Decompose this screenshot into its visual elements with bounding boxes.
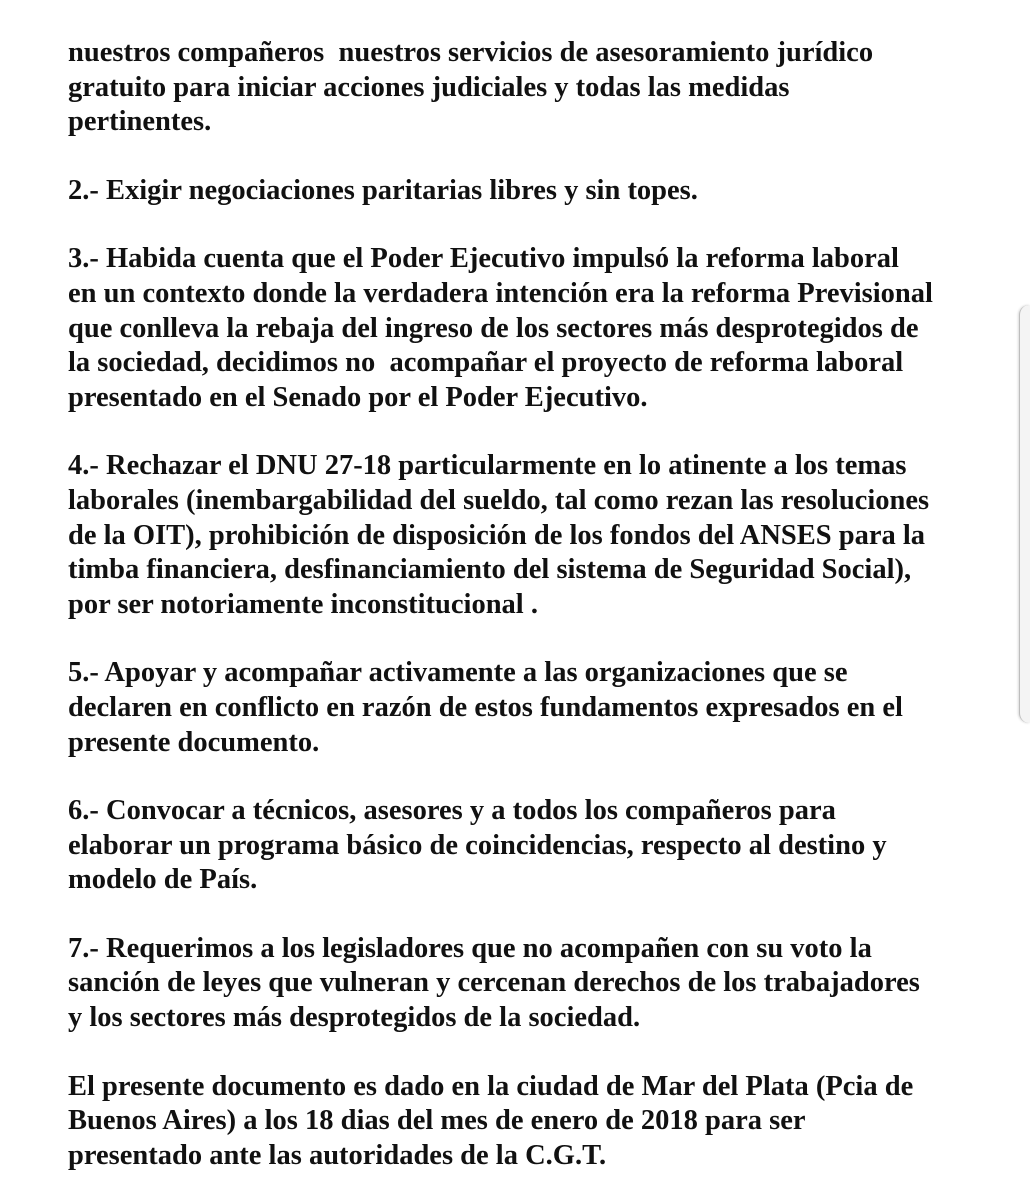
text-line: de la OIT), prohibición de disposición de los fondos del ANSES para la xyxy=(68,519,926,551)
text-line: 4.- Rechazar el DNU 27-18 particularmente en lo atinente a los temas xyxy=(68,450,907,482)
text-line: por ser notoriamente inconstitucional . xyxy=(68,588,538,620)
text-line: timba financiera, desfinanciamiento del sistema de Seguridad Social), xyxy=(68,554,912,586)
paragraph-gap xyxy=(68,415,988,449)
paragraph-gap xyxy=(68,208,988,242)
text-line: elaborar un programa básico de coincidencias, respecto al destino y xyxy=(68,829,887,861)
text-line: gratuito para iniciar acciones judiciales y todas las medidas xyxy=(68,71,790,103)
intro-paragraph xyxy=(68,36,988,140)
text-line: 3.- Habida cuenta que el Poder Ejecutivo impulsó la reforma laboral xyxy=(68,243,899,275)
closing-paragraph xyxy=(68,1070,988,1174)
text-line: 7.- Requerimos a los legisladores que no acompañen con su voto la xyxy=(68,932,872,964)
text-line: laborales (inembargabilidad del sueldo, tal como rezan las resoluciones xyxy=(68,484,930,516)
text-line: presente documento. xyxy=(68,726,320,758)
item-5-paragraph xyxy=(68,656,988,760)
text-line: en un contexto donde la verdadera intención era la reforma Previsional xyxy=(68,277,933,309)
text-line: El presente documento es dado en la ciudad de Mar del Plata (Pcia de xyxy=(68,1070,914,1102)
paragraph-gap xyxy=(68,760,988,794)
item-2-paragraph xyxy=(68,174,988,209)
document-body xyxy=(68,36,988,1173)
item-4-paragraph xyxy=(68,449,988,622)
text-line: Buenos Aires) a los 18 dias del mes de enero de 2018 para ser xyxy=(68,1105,806,1137)
text-line: pertinentes. xyxy=(68,106,212,138)
text-line: presentado ante las autoridades de la C.G.T. xyxy=(68,1139,607,1171)
item-6-paragraph xyxy=(68,794,988,898)
paragraph-gap xyxy=(68,140,988,174)
text-line: que conlleva la rebaja del ingreso de los sectores más desprotegidos de xyxy=(68,312,919,344)
text-line: y los sectores más desprotegidos de la sociedad. xyxy=(68,1002,641,1034)
item-3-paragraph xyxy=(68,242,988,415)
text-line: 5.- Apoyar y acompañar activamente a las organizaciones que se xyxy=(68,657,848,689)
paragraph-gap xyxy=(68,1036,988,1070)
paragraph-gap xyxy=(68,622,988,656)
text-line: declaren en conflicto en razón de estos fundamentos expresados en el xyxy=(68,691,903,723)
text-line: sanción de leyes que vulneran y cercenan derechos de los trabajadores xyxy=(68,967,920,999)
text-line: 6.- Convocar a técnicos, asesores y a todos los compañeros para xyxy=(68,795,836,827)
text-line: nuestros compañeros nuestros servicios de asesoramiento jurídico xyxy=(68,37,874,68)
text-line: presentado en el Senado por el Poder Ejecutivo. xyxy=(68,381,648,413)
scrollbar-handle[interactable] xyxy=(1019,305,1030,723)
text-line: modelo de País. xyxy=(68,864,258,896)
text-line: la sociedad, decidimos no acompañar el proyecto de reforma laboral xyxy=(68,347,904,379)
text-line: 2.- Exigir negociaciones paritarias libres y sin topes. xyxy=(68,174,698,206)
paragraph-gap xyxy=(68,898,988,932)
item-7-paragraph xyxy=(68,932,988,1036)
